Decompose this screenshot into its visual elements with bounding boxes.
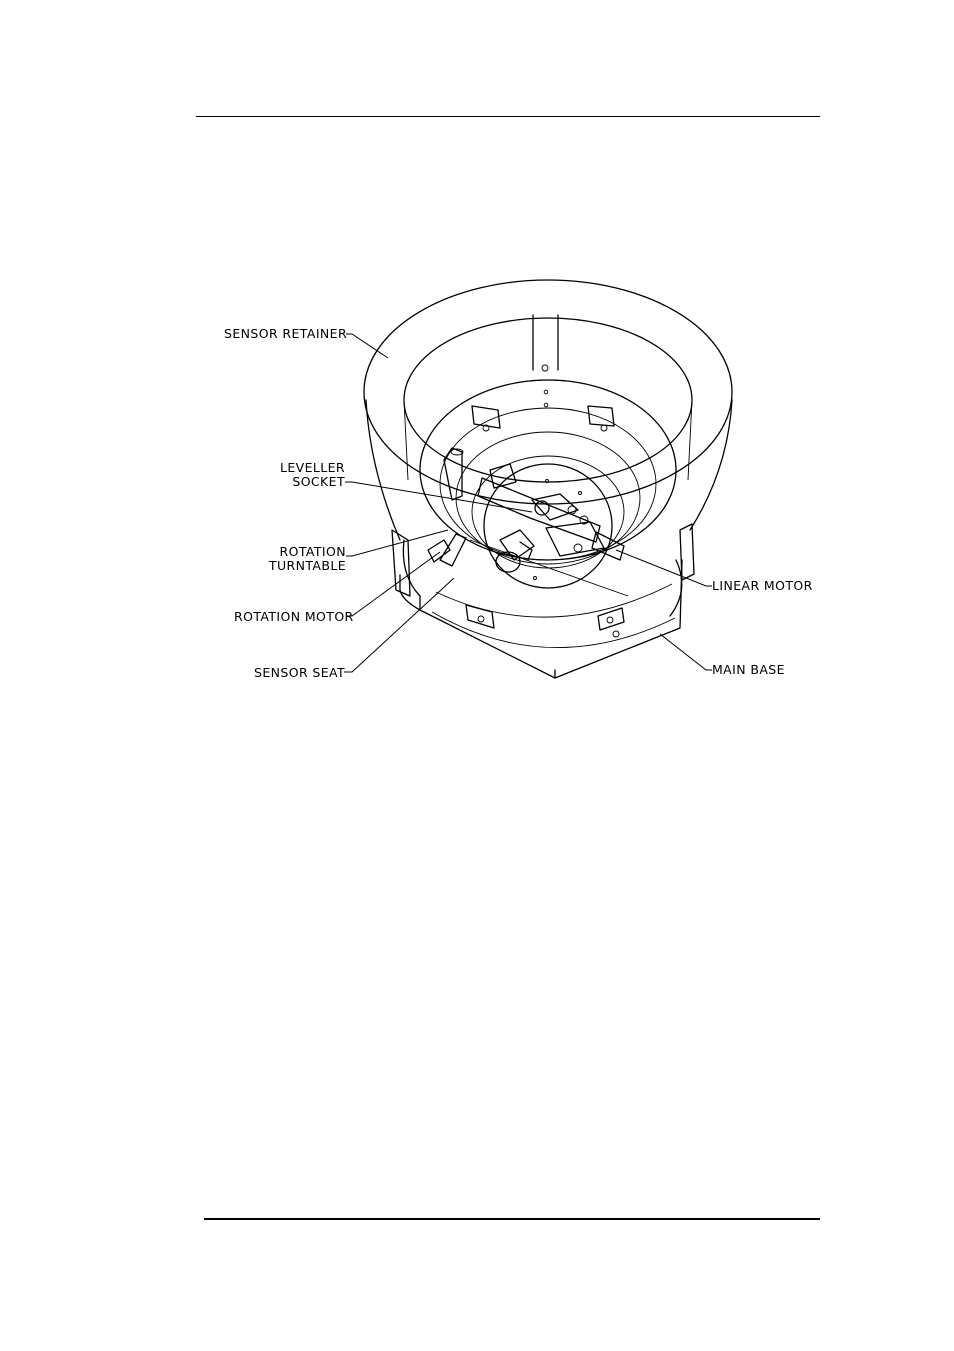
label-leveller: LEVELLER: [279, 460, 345, 475]
sensor-retainer-ring: [364, 280, 732, 540]
footer-rule: [204, 1218, 820, 1220]
label-main-base: MAIN BASE: [712, 662, 785, 677]
label-sensor-retainer: SENSOR RETAINER: [224, 326, 348, 341]
label-rotation: ROTATION: [279, 544, 346, 559]
leader-main-base: [660, 634, 712, 670]
inner-bowl: [420, 380, 676, 568]
leader-sensor-retainer: [346, 334, 388, 358]
label-linear-motor: LINEAR MOTOR: [712, 578, 813, 593]
leader-rotation-motor: [346, 552, 440, 616]
leader-sensor-seat: [344, 578, 454, 672]
label-turntable: TURNTABLE: [268, 558, 346, 573]
leader-linear-motor: [616, 550, 712, 586]
label-rotation-motor: ROTATION MOTOR: [234, 609, 354, 624]
label-socket: SOCKET: [292, 474, 345, 489]
main-base-body: [392, 524, 694, 678]
label-sensor-seat: SENSOR SEAT: [254, 665, 346, 680]
